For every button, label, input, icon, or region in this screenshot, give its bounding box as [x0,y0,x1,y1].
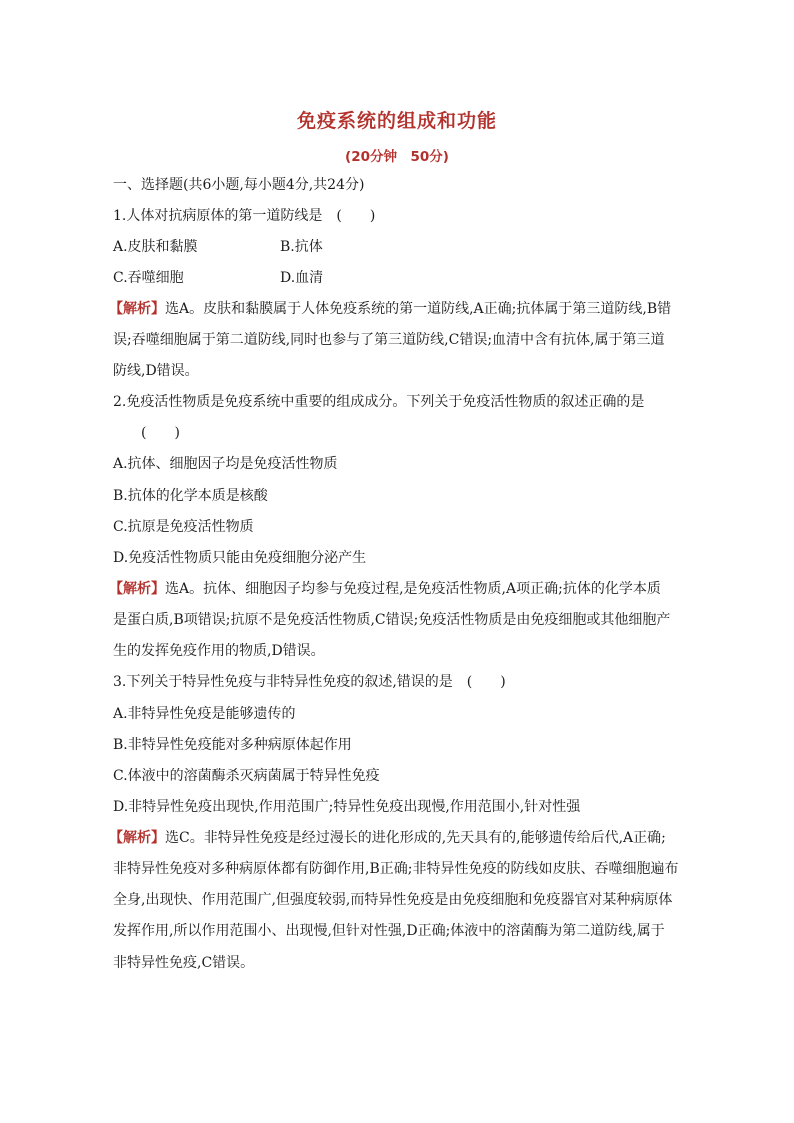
question-1-analysis-line-1: 【解析】选A。皮肤和黏膜属于人体免疫系统的第一道防线,A正确;抗体属于第三道防线,B错 [109,301,672,317]
question-3-option-a: A.非特异性免疫是能够遗传的 [113,706,296,722]
question-2-option-d: D.免疫活性物质只能由免疫细胞分泌产生 [113,550,367,566]
analysis-label: 【解析】 [109,830,165,846]
question-2-option-c: C.抗原是免疫活性物质 [113,519,254,535]
question-1-option-b: B.抗体 [280,239,323,255]
question-3-analysis-line-4: 发挥作用,所以作用范围小、出现慢,但针对性强,D正确;体液中的溶菌酶为第二道防线,属于 [113,923,665,939]
question-3-stem: 3.下列关于特异性免疫与非特异性免疫的叙述,错误的是 ( ) [113,674,506,690]
question-2-option-a: A.抗体、细胞因子均是免疫活性物质 [113,456,338,472]
question-1-stem: 1.人体对抗病原体的第一道防线是 ( ) [113,208,376,224]
section-heading: 一、选择题(共6小题,每小题4分,共24分) [113,177,365,193]
document-title: 免疫系统的组成和功能 [296,110,497,132]
question-2-option-b: B.抗体的化学本质是核酸 [113,488,268,504]
question-3-option-d: D.非特异性免疫出现快,作用范围广;特异性免疫出现慢,作用范围小,针对性强 [113,799,581,815]
time-score-subtitle: (20分钟 50分) [345,149,449,165]
question-1-analysis-line-2: 误;吞噬细胞属于第二道防线,同时也参与了第三道防线,C错误;血清中含有抗体,属于第三道 [113,332,665,348]
question-1-option-c: C.吞噬细胞 [113,270,184,286]
analysis-label: 【解析】 [109,301,165,317]
question-3-analysis-line-3: 全身,出现快、作用范围广,但强度较弱,而特异性免疫是由免疫细胞和免疫器官对某种病原体 [113,892,673,908]
question-3-analysis-line-1: 【解析】选C。非特异性免疫是经过漫长的进化形成的,先天具有的,能够遗传给后代,A正确; [109,830,666,846]
question-2-stem: 2.免疫活性物质是免疫系统中重要的组成成分。下列关于免疫活性物质的叙述正确的是 [113,394,645,410]
question-2-analysis-line-3: 生的发挥免疫作用的物质,D错误。 [113,643,325,659]
question-2-answer-bracket: ( ) [141,425,180,441]
question-3-option-b: B.非特异性免疫能对多种病原体起作用 [113,737,352,753]
question-2-analysis-line-2: 是蛋白质,B项错误;抗原不是免疫活性物质,C错误;免疫活性物质是由免疫细胞或其他细胞产 [113,612,671,628]
question-2-analysis-line-1: 【解析】选A。抗体、细胞因子均参与免疫过程,是免疫活性物质,A项正确;抗体的化学本质 [109,581,661,597]
question-3-analysis-line-2: 非特异性免疫对多种病原体都有防御作用,B正确;非特异性免疫的防线如皮肤、吞噬细胞遍布 [113,861,679,877]
question-1-analysis-line-3: 防线,D错误。 [113,363,199,379]
question-3-option-c: C.体液中的溶菌酶杀灭病菌属于特异性免疫 [113,768,380,784]
question-1-option-a: A.皮肤和黏膜 [113,239,198,255]
analysis-label: 【解析】 [109,581,165,597]
question-1-option-d: D.血清 [280,270,324,286]
question-3-analysis-line-5: 非特异性免疫,C错误。 [113,955,255,971]
